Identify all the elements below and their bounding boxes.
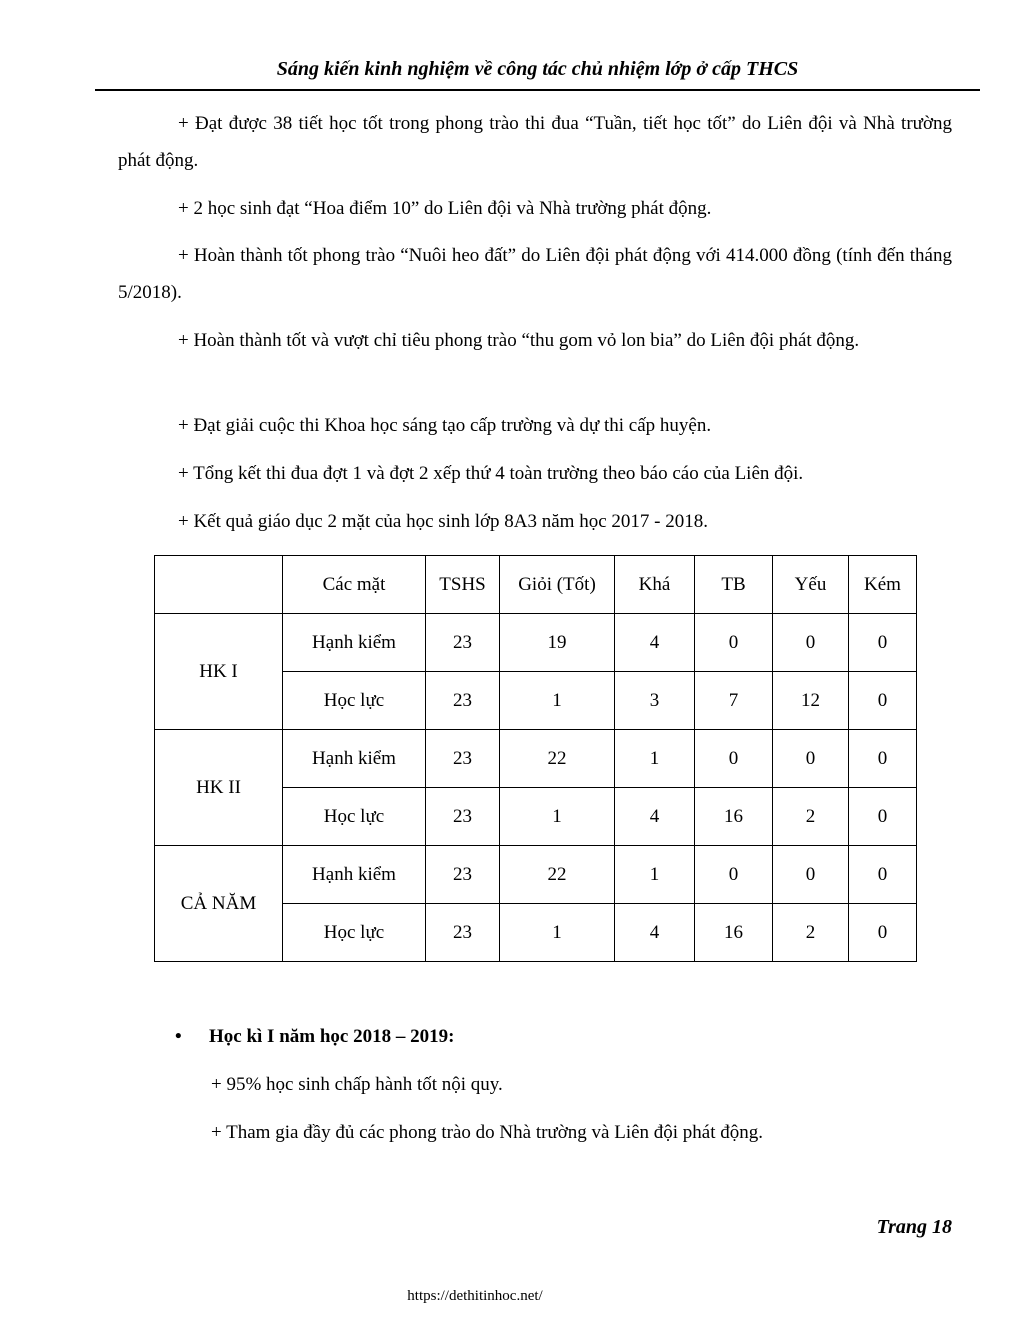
table-cell: 0 [849, 730, 917, 788]
paragraph-tong-ket-thi-dua: + Tổng kết thi đua đợt 1 và đợt 2 xếp thứ 4 toàn trường theo báo cáo của Liên đội. [178, 463, 804, 484]
table-header-row [155, 556, 917, 614]
table-cell: 3 [615, 672, 695, 730]
paragraph-nuoi-heo-dat: + Hoàn thành tốt phong trào “Nuôi heo đất” do Liên đội phát động với 414.000 đồng (tính đến tháng 5/2018). [118, 245, 952, 303]
table-cell: Học lực [283, 672, 426, 730]
table-header-cell: Kém [849, 556, 917, 614]
table-cell: 0 [695, 846, 773, 904]
table-cell: 23 [426, 904, 500, 962]
page-header-title: Sáng kiến kinh nghiệm về công tác chủ nhiệm lớp ở cấp THCS [276, 58, 799, 80]
period-label-cell: HK I [155, 614, 283, 730]
paragraph-thu-gom-vo-lon: + Hoàn thành tốt và vượt chỉ tiêu phong trào “thu gom vỏ lon bia” do Liên đội phát động. [178, 330, 860, 351]
table-cell: 22 [500, 730, 615, 788]
table-cell: 12 [773, 672, 849, 730]
table-cell: 19 [500, 614, 615, 672]
table-cell: Học lực [283, 788, 426, 846]
header-divider [95, 89, 980, 91]
section-heading [175, 1022, 454, 1052]
table-cell: 23 [426, 788, 500, 846]
table-cell: 1 [615, 846, 695, 904]
table-cell: 23 [426, 730, 500, 788]
period-label-cell: CẢ NĂM [155, 846, 283, 962]
table-cell: 0 [849, 672, 917, 730]
table-row [155, 614, 917, 672]
paragraph-ket-qua-giao-duc: + Kết quả giáo dục 2 mặt của học sinh lớp 8A3 năm học 2017 - 2018. [178, 511, 708, 532]
table-cell: 0 [695, 730, 773, 788]
table-cell: 1 [615, 730, 695, 788]
table-cell: 4 [615, 904, 695, 962]
table-cell: 22 [500, 846, 615, 904]
table-cell: 0 [849, 614, 917, 672]
section-item-phong-trao: + Tham gia đầy đủ các phong trào do Nhà trường và Liên đội phát động. [211, 1122, 764, 1143]
table-header-cell: TB [695, 556, 773, 614]
table-cell: 0 [849, 788, 917, 846]
bullet-icon: • [175, 1026, 182, 1047]
table-cell: 23 [426, 846, 500, 904]
section-heading-text: Học kì I năm học 2018 – 2019: [209, 1026, 455, 1047]
table-cell: 23 [426, 672, 500, 730]
table-cell: 1 [500, 788, 615, 846]
table-cell: 0 [773, 846, 849, 904]
table-row [155, 846, 917, 904]
table-cell: 1 [500, 904, 615, 962]
table-cell: 0 [849, 846, 917, 904]
table-cell: Học lực [283, 904, 426, 962]
table-cell: 23 [426, 614, 500, 672]
table-header-cell: Khá [615, 556, 695, 614]
table-cell: 1 [500, 672, 615, 730]
table-cell: 16 [695, 904, 773, 962]
table-header-cell: TSHS [426, 556, 500, 614]
table-header-cell: Các mặt [283, 556, 426, 614]
table-cell: 0 [695, 614, 773, 672]
table-cell: 2 [773, 904, 849, 962]
results-table [154, 555, 917, 962]
table-header-cell: Yếu [773, 556, 849, 614]
table-cell: 4 [615, 788, 695, 846]
table-cell: 0 [849, 904, 917, 962]
table-cell: 0 [773, 730, 849, 788]
period-label-cell: HK II [155, 730, 283, 846]
table-cell: 16 [695, 788, 773, 846]
table-cell: Hạnh kiểm [283, 730, 426, 788]
paragraph-hoa-diem-10: + 2 học sinh đạt “Hoa điểm 10” do Liên đội và Nhà trường phát động. [178, 198, 712, 219]
table-row [155, 730, 917, 788]
table-cell: Hạnh kiểm [283, 614, 426, 672]
page-number: Trang 18 [876, 1216, 952, 1238]
section-item-noi-quy: + 95% học sinh chấp hành tốt nội quy. [211, 1074, 503, 1095]
table-cell: 4 [615, 614, 695, 672]
table-cell: 0 [773, 614, 849, 672]
table-header-cell [155, 556, 283, 614]
table-cell: Hạnh kiểm [283, 846, 426, 904]
footer-url-link[interactable]: https://dethitinhoc.net/ [407, 1288, 543, 1304]
paragraph-khoa-hoc-sang-tao: + Đạt giải cuộc thi Khoa học sáng tạo cấp trường và dự thi cấp huyện. [178, 415, 712, 436]
paragraph-tiet-hoc-tot: + Đạt được 38 tiết học tốt trong phong trào thi đua “Tuần, tiết học tốt” do Liên đội và Nhà trường phát động. [118, 113, 952, 171]
table-header-cell: Giỏi (Tốt) [500, 556, 615, 614]
table-cell: 2 [773, 788, 849, 846]
table-cell: 7 [695, 672, 773, 730]
